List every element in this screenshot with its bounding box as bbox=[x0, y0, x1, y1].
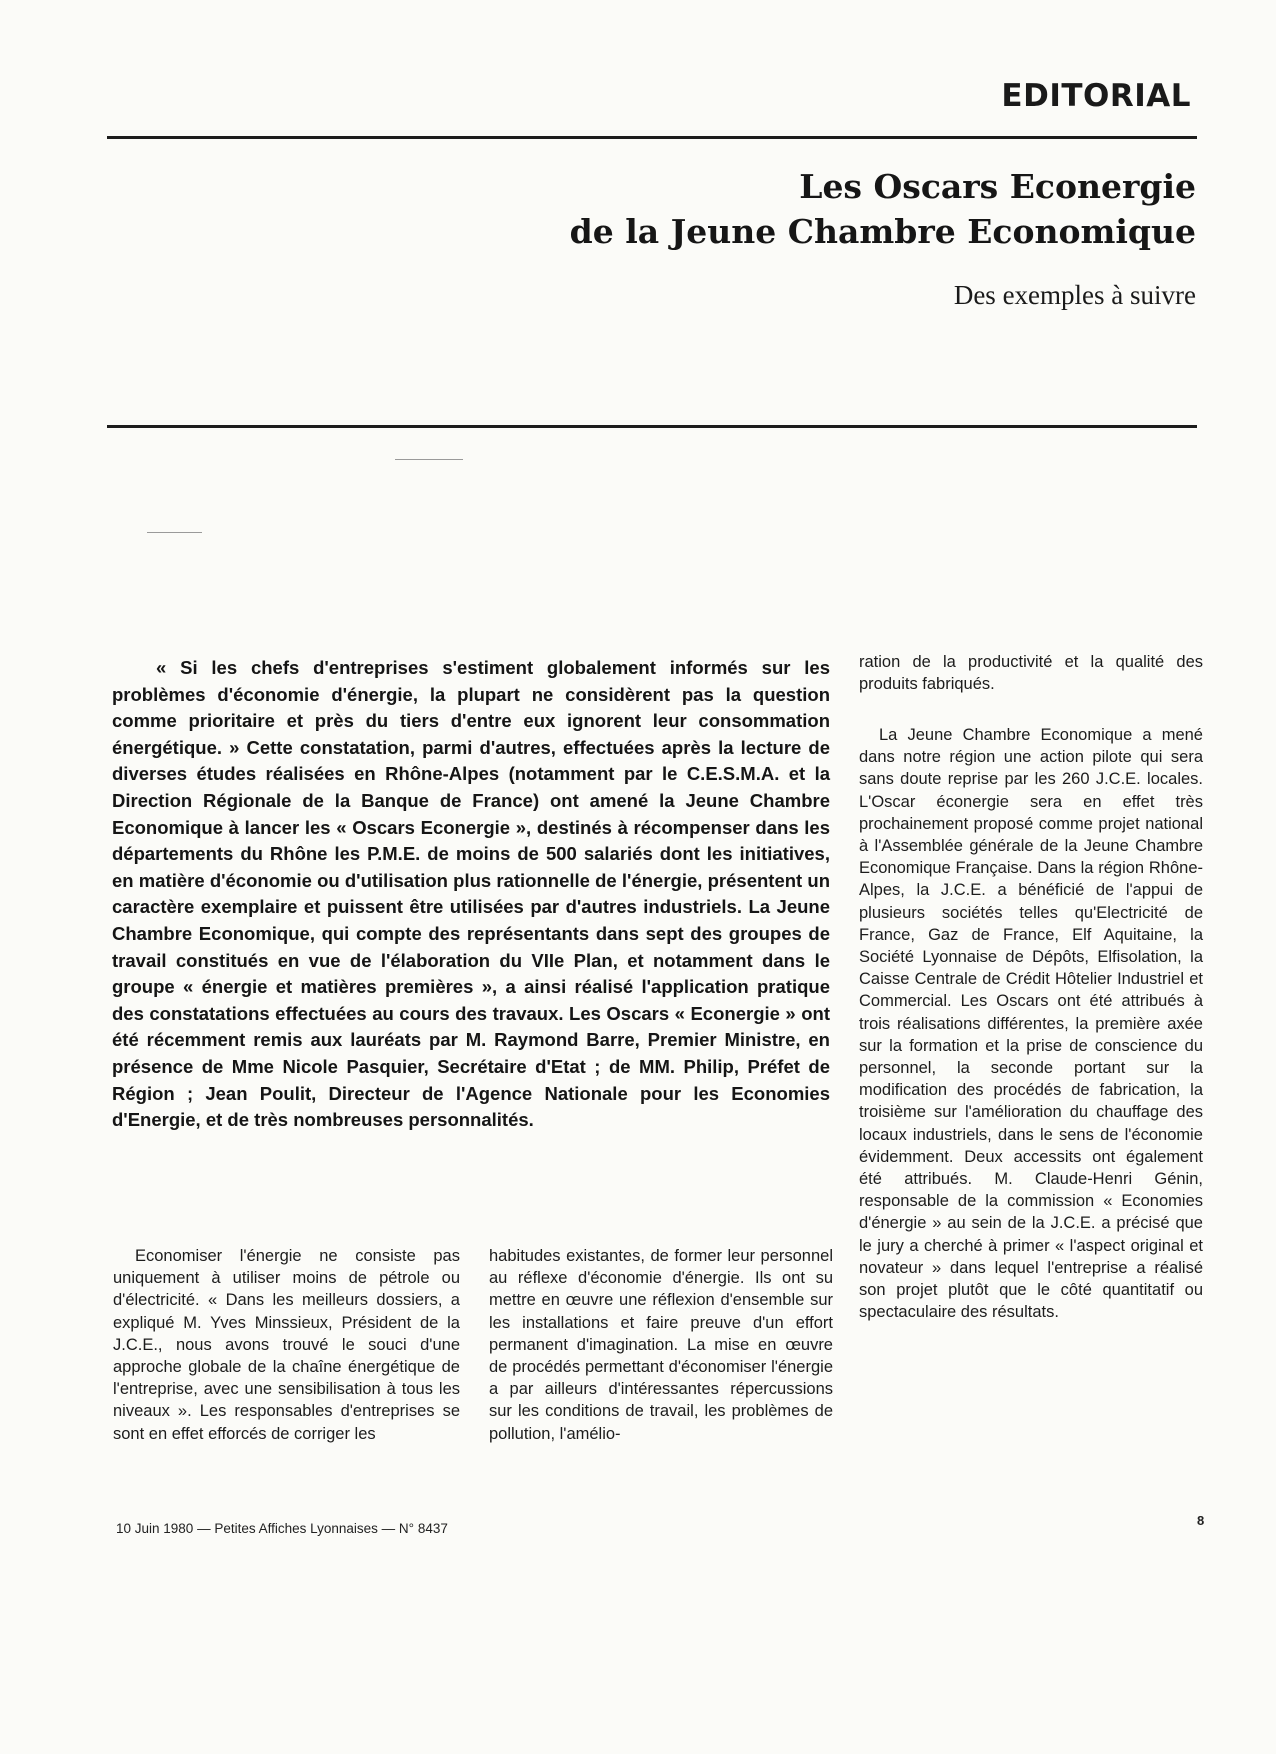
intro-paragraph: « Si les chefs d'entreprises s'estiment globalement informés sur les problèmes d'économie d'énergie, la plupart ne considèrent pas la question comme prioritaire et près du tiers d'entre eux ignorent leur consommation énergétique. » Cette constatation, parmi d'autres, effectuées après la lecture de diverses études réalisées en Rhône-Alpes (notamment par le C.E.S.M.A. et la Direction Régionale de la Banque de France) ont amené la Jeune Chambre Economique à lancer les « Oscars Econergie », destinés à récompenser dans les départements du Rhône les P.M.E. de moins de 500 salariés dont les initiatives, en matière d'économie ou d'utilisation plus rationnelle de l'énergie, présentent un caractère exemplaire et puissent être utilisées par d'autres industriels. La Jeune Chambre Economique, qui compte des représentants dans sept des groupes de travail constitués en vue de l'élaboration du VIIe Plan, et notamment dans le groupe « énergie et matières premières », a ainsi réalisé l'application pratique des constatations effectuées au cours des travaux. Les Oscars « Econergie » ont été récemment remis aux lauréats par M. Raymond Barre, Premier Ministre, en présence de Mme Nicole Pasquier, Secrétaire d'Etat ; de MM. Philip, Préfet de Région ; Jean Poulit, Directeur de l'Agence Nationale pour les Economies d'Energie, et de très nombreuses personnalités. bbox=[112, 657, 830, 1131]
subtitle: Des exemples à suivre bbox=[953, 280, 1196, 310]
title-rule bbox=[107, 425, 1197, 428]
headline bbox=[570, 164, 1196, 254]
footer-citation: 10 Juin 1980 — Petites Affiches Lyonnaises — N° 8437 bbox=[116, 1521, 448, 1536]
body-column-3: La Jeune Chambre Economique a mené dans notre région une action pilote qui sera sans doute reprise par les 260 J.C.E. locales. L'Oscar éconergie sera en effet très prochainement proposé comme projet national à l'Assemblée générale de la Jeune Chambre Economique Française. Dans la région Rhône-Alpes, la J.C.E. a bénéficié de l'appui de plusieurs sociétés telles qu'Electricité de France, Gaz de France, Elf Aquitaine, la Société Lyonnaise de Dépôts, Elfisolation, la Caisse Centrale de Crédit Hôtelier Industriel et Commercial. Les Oscars ont été attribués à trois réalisations différentes, la première axée sur la formation et la prise de conscience du personnel, la seconde portant sur la modification des procédés de fabrication, la troisième sur l'amélioration du chauffage des locaux industriels, dans le sens de l'économie évidemment. Deux accessits ont également été attribués. M. Claude-Henri Génin, responsable de la commission « Economies d'énergie » au sein de la J.C.E. a précisé que le jury a cherché à primer « l'aspect original et novateur » dans lequel l'entreprise a réalisé son projet plutôt que le côté quantitatif ou spectaculaire des résultats. bbox=[859, 726, 1203, 1322]
body-column-2: habitudes existantes, de former leur personnel au réflexe d'économie d'énergie. Ils ont su mettre en œuvre une réflexion d'ensemble sur les installations et faire preuve d'un effort permanent d'imagination. La mise en œuvre de procédés permettant d'économiser l'énergie a par ailleurs d'intéressantes répercussions sur les conditions de travail, les problèmes de pollution, l'amélio- bbox=[489, 1247, 833, 1443]
headline-line-1: Les Oscars Econergie bbox=[799, 167, 1196, 206]
body-column-1: Economiser l'énergie ne consiste pas uniquement à utiliser moins de pétrole ou d'électricité. « Dans les meilleurs dossiers, a expliqué M. Yves Minssieux, Président de la J.C.E., nous avons trouvé le souci d'une approche globale de la chaîne énergétique de l'entreprise, avec une sensibilisation à tous les niveaux ». Les responsables d'entreprises se sont en effet efforcés de corriger les bbox=[113, 1247, 460, 1443]
page-number: 8 bbox=[1197, 1513, 1205, 1528]
print-speck bbox=[147, 532, 202, 533]
headline-line-2: de la Jeune Chambre Economique bbox=[569, 212, 1196, 251]
section-label: EDITORIAL bbox=[1001, 78, 1191, 114]
print-speck bbox=[395, 459, 463, 460]
body-column-3-continuation: ration de la productivité et la qualité des produits fabriqués. bbox=[859, 653, 1203, 694]
header-rule bbox=[107, 136, 1197, 139]
